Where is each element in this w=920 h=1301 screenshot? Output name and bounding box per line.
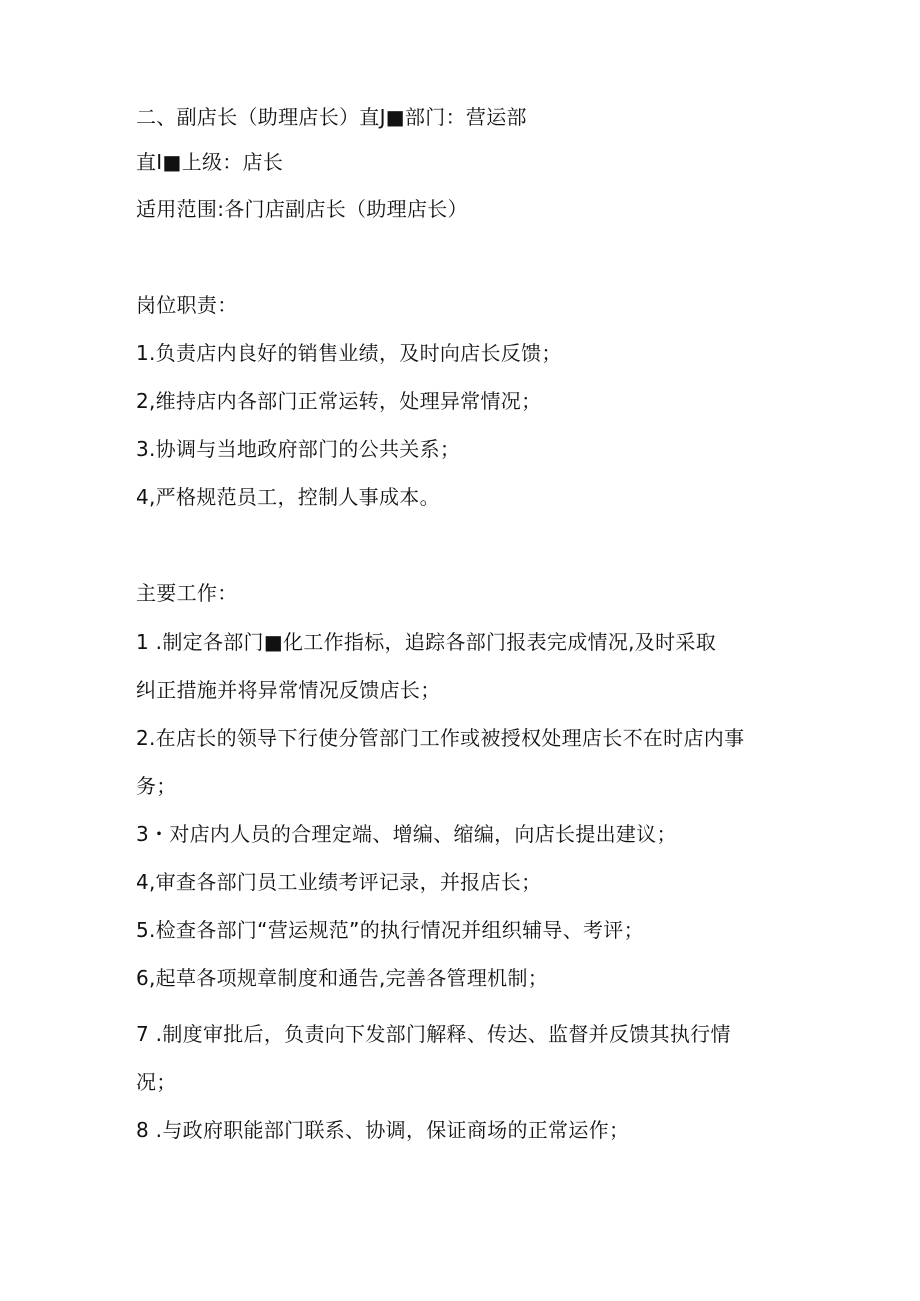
work-item-line: 8 .与政府职能部门联系、协调，保证商场的正常运作； [136, 1118, 630, 1142]
duty-item: 2,维持店内各部门正常运转，处理异常情况； [136, 389, 542, 413]
header-scope-line: 适用范围:各门店副店长（助理店长） [136, 197, 468, 221]
header-superior-line: 直I■上级：店长 [136, 150, 284, 174]
header-department-line: 二、副店长（助理店长）直J■部门：营运部 [136, 105, 527, 129]
work-item-line: 4,审查各部门员工业绩考评记录，并报店长； [136, 870, 542, 894]
duty-item: 4,严格规范员工，控制人事成本。 [136, 485, 440, 509]
work-heading: 主要工作： [136, 581, 238, 605]
work-item-line: 2.在店长的领导下行使分管部门工作或被授权处理店长不在时店内事 [136, 726, 745, 750]
work-item-line: 5.检查各部门“营运规范”的执行情况并组织辅导、考评； [136, 918, 644, 942]
duties-heading: 岗位职责： [136, 293, 238, 317]
work-item-line: 1 .制定各部门■化工作指标，追踪各部门报表完成情况,及时采取 [136, 630, 716, 654]
work-item-line: 7 .制度审批后，负责向下发部门解释、传达、监督并反馈其执行情 [136, 1022, 731, 1046]
work-item-line: 6,起草各项规章制度和通告,完善各管理机制； [136, 966, 549, 990]
duty-item: 3.协调与当地政府部门的公共关系； [136, 437, 461, 461]
work-item-line: 3・对店内人员的合理定端、增编、缩编，向店长提出建议； [136, 822, 677, 846]
work-item-line: 纠正措施并将异常情况反馈店长； [136, 678, 441, 702]
work-item-line: 况； [136, 1070, 177, 1094]
duty-item: 1.负责店内良好的销售业绩，及时向店长反馈； [136, 341, 562, 365]
work-item-line: 务； [136, 774, 177, 798]
